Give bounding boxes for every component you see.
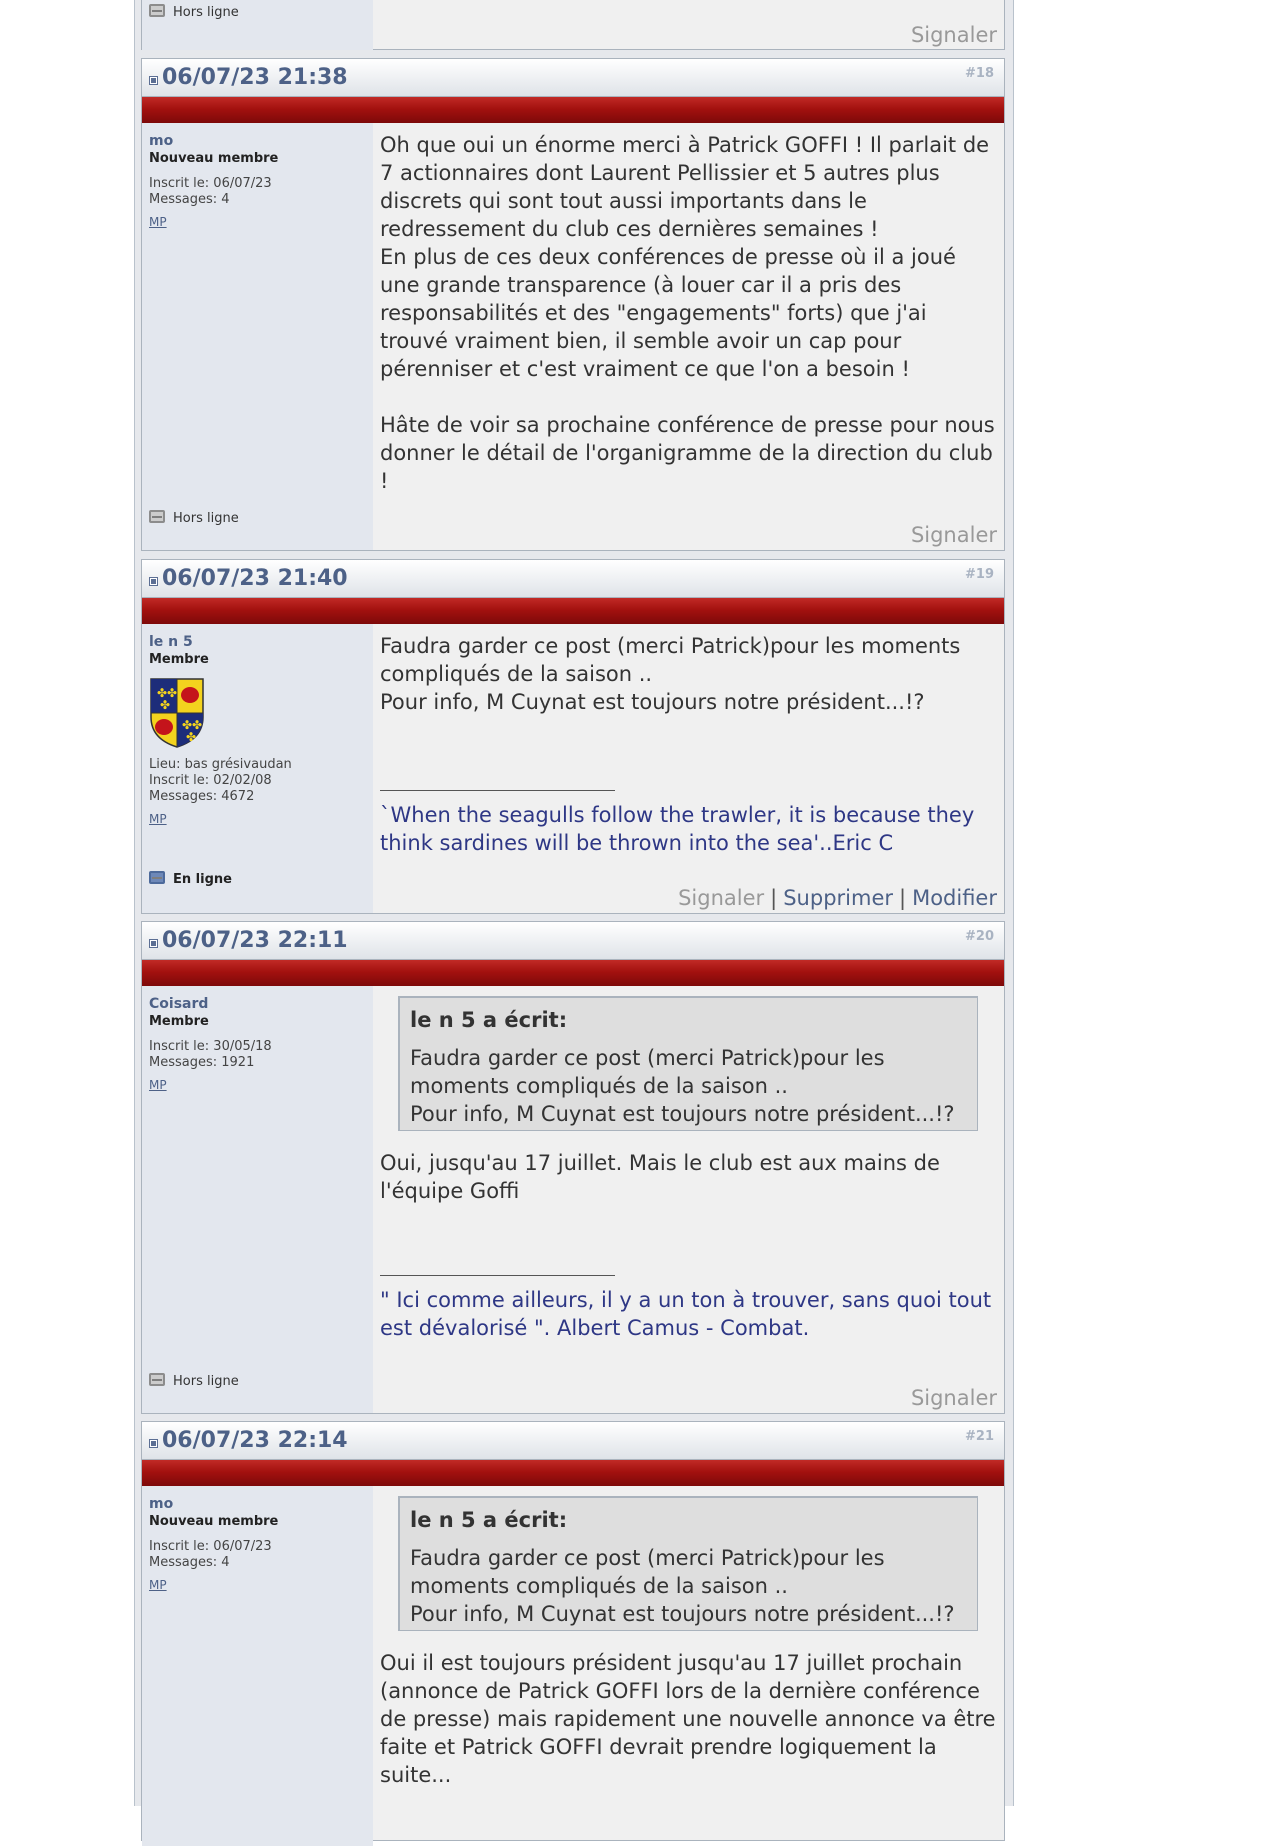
svg-text:✤✤: ✤✤ (182, 718, 203, 732)
post-divider (142, 960, 1004, 986)
quote-line: Faudra garder ce post (merci Patrick)pour les moments compliqués de la saison .. (410, 1546, 885, 1598)
private-message-link[interactable]: MP (149, 1578, 167, 1592)
author-name[interactable]: mo (149, 133, 174, 149)
private-message-link[interactable]: MP (149, 1078, 167, 1092)
post-number[interactable]: #20 (965, 929, 994, 944)
post-date: 06/07/23 21:38 (162, 65, 348, 90)
post-actions (911, 1386, 997, 1410)
message-paragraph: Pour info, M Cuynat est toujours notre président...!? (380, 690, 925, 714)
post-divider (142, 97, 1004, 123)
author-joined: Inscrit le: 06/07/23 (149, 1539, 272, 1554)
post-header (142, 1422, 1004, 1460)
author-name[interactable]: le n 5 (149, 634, 193, 650)
author-rank: Membre (149, 652, 209, 667)
author-rank: Membre (149, 1014, 209, 1029)
post-prev (141, 0, 1005, 50)
author-rank: Nouveau membre (149, 1514, 279, 1529)
post-19 (141, 559, 1005, 914)
offline-icon (149, 510, 165, 523)
post-header (142, 922, 1004, 960)
author-messages: Messages: 4 (149, 192, 230, 207)
quote-line: Pour info, M Cuynat est toujours notre président...!? (410, 1602, 955, 1626)
status-online: En ligne (149, 871, 232, 887)
post-header (142, 560, 1004, 598)
quote-header: le n 5 a écrit: (410, 1008, 568, 1032)
post-message (380, 990, 996, 1342)
author-joined: Inscrit le: 06/07/23 (149, 176, 272, 191)
quote-header: le n 5 a écrit: (410, 1508, 568, 1532)
post-actions: Signaler | Supprimer | Modifier (678, 886, 997, 910)
post-link-icon[interactable] (149, 939, 158, 948)
author-name[interactable]: mo (149, 1496, 174, 1512)
post-date: 06/07/23 22:11 (162, 928, 348, 953)
post-date: 06/07/23 21:40 (162, 566, 348, 591)
status-offline: Hors ligne (149, 510, 239, 526)
author-panel (142, 0, 373, 50)
online-icon (149, 871, 165, 884)
delete-link[interactable]: Supprimer (783, 886, 893, 910)
post-divider (142, 598, 1004, 624)
message-paragraph: Oui il est toujours président jusqu'au 17 juillet prochain (annonce de Patrick GOFFI lors de la dernière conférence de presse) mais rapidement une nouvelle annonce va être faite et Patrick GOFFI devrait prendre logiquement la suite... (380, 1651, 996, 1787)
quote-line: Pour info, M Cuynat est toujours notre président...!? (410, 1102, 955, 1126)
message-paragraph: Oh que oui un énorme merci à Patrick GOFFI ! Il parlait de 7 actionnaires dont Laurent Pellissier et 5 autres plus discrets qui sont tout aussi importants dans le redressement du club ces dernières semaines ! (380, 133, 990, 241)
report-link[interactable]: Signaler (910, 23, 997, 47)
offline-icon (149, 1373, 165, 1386)
post-18 (141, 58, 1005, 551)
svg-text:✤: ✤ (186, 730, 197, 744)
post-number[interactable]: #18 (965, 66, 994, 81)
post-header (142, 59, 1004, 97)
post-number[interactable]: #21 (965, 1429, 994, 1444)
avatar (149, 677, 205, 749)
post-message (380, 1490, 996, 1789)
post-message (380, 632, 996, 857)
status-offline: Hors ligne (149, 4, 239, 20)
post-21 (141, 1421, 1005, 1841)
author-joined: Inscrit le: 02/02/08 (149, 773, 272, 788)
author-location: Lieu: bas grésivaudan (149, 757, 292, 772)
report-link[interactable]: Signaler (678, 886, 765, 910)
post-20 (141, 921, 1005, 1414)
signature: " Ici comme ailleurs, il y a un ton à trouver, sans quoi tout est dévalorisé ". Albert Camus - Combat. (380, 1288, 992, 1340)
author-panel (142, 123, 373, 550)
svg-text:✤: ✤ (160, 698, 171, 712)
signature-divider (380, 1275, 615, 1276)
report-link[interactable]: Signaler (910, 523, 997, 547)
message-paragraph: En plus de ces deux conférences de presse où il a joué une grande transparence (à louer car il a pris des responsabilités et des "engagements" forts) que j'ai trouvé vraiment bien, il semble avoir un cap pour pérenniser et c'est vraiment ce que l'on a besoin ! (380, 245, 956, 381)
message-paragraph: Faudra garder ce post (merci Patrick)pour les moments compliqués de la saison .. (380, 634, 961, 686)
post-message (380, 131, 996, 495)
quote-block (398, 1496, 978, 1631)
forum-thread (134, 0, 1014, 1806)
post-link-icon[interactable] (149, 577, 158, 586)
author-messages: Messages: 1921 (149, 1055, 255, 1070)
author-panel (142, 1486, 373, 1846)
post-divider (142, 1460, 1004, 1486)
author-panel (142, 624, 373, 913)
report-link[interactable]: Signaler (910, 1386, 997, 1410)
offline-icon (149, 4, 165, 17)
author-rank: Nouveau membre (149, 151, 279, 166)
author-messages: Messages: 4672 (149, 789, 255, 804)
post-number[interactable]: #19 (965, 567, 994, 582)
message-paragraph: Oui, jusqu'au 17 juillet. Mais le club est aux mains de l'équipe Goffi (380, 1151, 940, 1203)
author-name[interactable]: Coisard (149, 996, 209, 1012)
author-panel (142, 986, 373, 1413)
post-link-icon[interactable] (149, 76, 158, 85)
signature-divider (380, 790, 615, 791)
status-offline: Hors ligne (149, 1373, 239, 1389)
quote-line: Faudra garder ce post (merci Patrick)pour les moments compliqués de la saison .. (410, 1046, 885, 1098)
post-actions (911, 23, 997, 47)
post-actions (911, 523, 997, 547)
edit-link[interactable]: Modifier (912, 886, 997, 910)
author-joined: Inscrit le: 30/05/18 (149, 1039, 272, 1054)
message-paragraph: Hâte de voir sa prochaine conférence de presse pour nous donner le détail de l'organigramme de la direction du club ! (380, 413, 995, 493)
author-messages: Messages: 4 (149, 1555, 230, 1570)
post-date: 06/07/23 22:14 (162, 1428, 348, 1453)
svg-text:✤✤: ✤✤ (157, 686, 178, 700)
private-message-link[interactable]: MP (149, 812, 167, 826)
signature: `When the seagulls follow the trawler, it is because they think sardines will be thrown into the sea'..Eric C (380, 803, 975, 855)
quote-block (398, 996, 978, 1131)
post-link-icon[interactable] (149, 1439, 158, 1448)
private-message-link[interactable]: MP (149, 215, 167, 229)
